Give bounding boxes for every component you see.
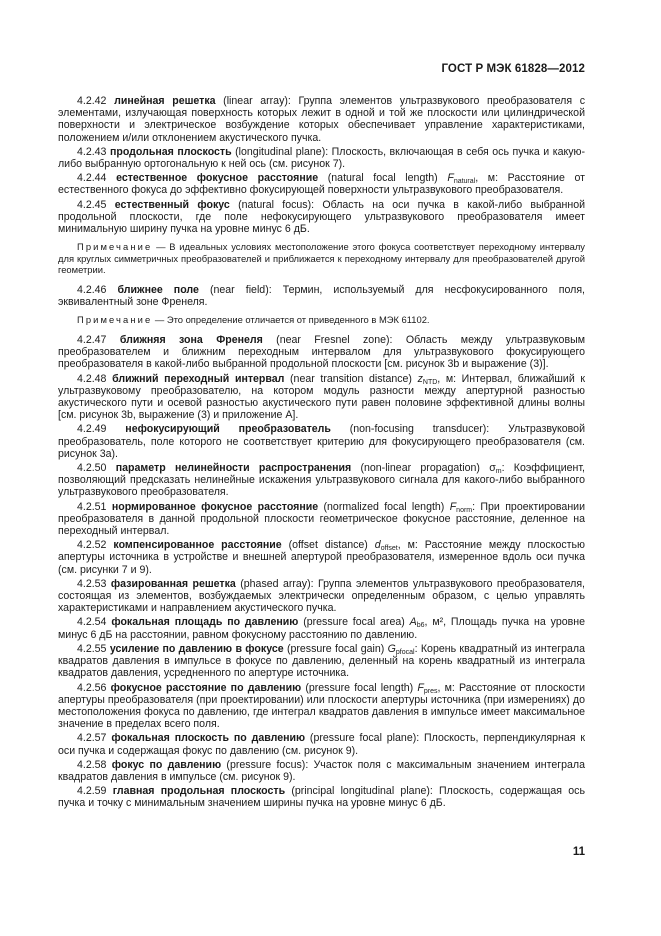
entry-4-2-45: 4.2.45 естественный фокус (natural focus): Область на оси пучка в какой-либо выбранной продольной плоскости, где поле нефокусирующего ультразвукового преобразователя имеет минимальную ширину пучка на уровне минус 6 дБ. xyxy=(58,198,586,236)
note-4-2-45: Примечание — В идеальных условиях местоположение этого фокуса соответствует переходному интервалу для круглых симметричных преобразователей и приближается к переходному интервалу для преобразователей другой геометрии. xyxy=(58,241,585,276)
entry-4-2-58: 4.2.58 фокус по давлению (pressure focus): Участок поля с максимальным значением интеграла квадратов давления в импульсе (см. рисунок 9). xyxy=(58,758,586,783)
entry-4-2-57: 4.2.57 фокальная плоскость по давлению (pressure focal plane): Плоскость, перпендикулярная к оси пучка и содержащая фокус по давлению (см. рисунок 9). xyxy=(58,732,585,757)
entry-4-2-54: 4.2.54 фокальная площадь по давлению (pressure focal area) $A_{b6}$, м², Площадь пучка на уровне минус 6 дБ на расстоянии, равном фокусному расстоянию по давлению. xyxy=(58,616,585,641)
note-4-2-46: Примечание — Это определение отличается от приведенного в МЭК 61102. xyxy=(77,314,430,326)
entry-4-2-43: 4.2.43 продольная плоскость (longitudinal plane): Плоскость, включающая в себя ось пучка и какую-либо выбранную ортогональную к ней ось (см. рисунок 7). xyxy=(58,145,586,171)
entry-4-2-47: 4.2.47 ближняя зона Френеля (near Fresnel zone): Область между ультразвуковым преобразователем и ближним переходным интервалом для ультразвукового фокусирующего преобразователя в какой-либо выбранной продольной плоскости [см. рисунок 3b и выражение (3)]. xyxy=(58,334,585,371)
entry-4-2-59: 4.2.59 главная продольная плоскость (principal longitudinal plane): Плоскость, содержащая ось пучка и точку с минимальным значением ширины пучка на уровне минус 6 дБ. xyxy=(58,785,585,810)
entry-4-2-44: 4.2.44 естественное фокусное расстояние (natural focal length) $F_{natural}$, м: Расстояние от естественного фокуса до эффективно фокусирующей поверхности ультразвукового преобразователя. xyxy=(58,172,585,197)
entry-4-2-50: 4.2.50 параметр нелинейности распространения (non-linear propagation) $\sigma_m$: Коэффициент, позволяющий предсказать нелинейные искажения ультразвукового сигнала для какого-либо выбранного ультразвукового преобразователя. xyxy=(58,462,585,499)
entry-4-2-53: 4.2.53 фазированная решетка (phased array): Группа элементов ультразвукового преобразователя, состоящая из элементов, возбуждаемых электрически определенным образом, с целью управлять характеристиками и направлением акустического пучка. xyxy=(58,577,586,615)
entry-4-2-48: 4.2.48 ближний переходный интервал (near transition distance) $z_{NTD}$, м: Интервал, ближайший к ультразвуковому преобразователю, на котором модуль разности между апертурной разностью акустического пути и осевой разностью акустического пути равен половине эффективной длины волны [см. рисунок 3b, выражение (3) и приложение А]. xyxy=(58,372,585,422)
entry-4-2-51: 4.2.51 нормированное фокусное расстояние (normalized focal length) $F_{norm}$: При проектировании преобразователя в данной продольной плоскости геометрическое фокусное расстояние, деленное на переходный интервал. xyxy=(58,500,586,538)
entry-4-2-55: 4.2.55 усиление по давлению в фокусе (pressure focal gain) $G_{pfocal}$: Корень квадратный из интеграла квадратов давления в импульсе в фокусе по давлению, деленный на корень квадратный из интеграла квадратов давления, усредненного по апертуре источника. xyxy=(58,642,585,680)
page-header-standard: ГОСТ Р МЭК 61828—2012 xyxy=(441,63,585,75)
entry-4-2-46: 4.2.46 ближнее поле (near field): Термин, используемый для несфокусированного поля, эквивалентный зоне Френеля. xyxy=(58,284,585,309)
page-number: 11 xyxy=(572,846,585,858)
entry-4-2-56: 4.2.56 фокусное расстояние по давлению (pressure focal length) $F_{pres}$, м: Расстояние от плоскости апертуры преобразователя (при проектировании) или плоскости апертуры источника (при измерениях) до местоположения фокуса по давлению, где интеграл квадратов давления в импульсе имеет максимальное значение в пределах всего поля. xyxy=(58,681,585,731)
entry-4-2-52: 4.2.52 компенсированное расстояние (offset distance) $d_{offset}$, м: Расстояние между плоскостью апертуры источника в устройстве и внешней апертурой преобразователя, измеренное вдоль оси пучка (см. рисунки 7 и 9). xyxy=(58,539,585,576)
document-body xyxy=(58,95,585,812)
entry-4-2-42: 4.2.42 линейная решетка (linear array): Группа элементов ультразвукового преобразователя с элементами, излучающая поверхность которых лежит в одной и той же плоскости или цилиндрической поверхности и электрическое возбуждение которых обеспечивает управление характеристиками, положением и/или отклонением акустического пучка. xyxy=(58,95,586,144)
entry-4-2-49: 4.2.49 нефокусирующий преобразователь (non-focusing transducer): Ультразвуковой преобразователь, поле которого не соответствует критерию для фокусирующего преобразователя (см. рисунок 3a). xyxy=(58,423,585,460)
